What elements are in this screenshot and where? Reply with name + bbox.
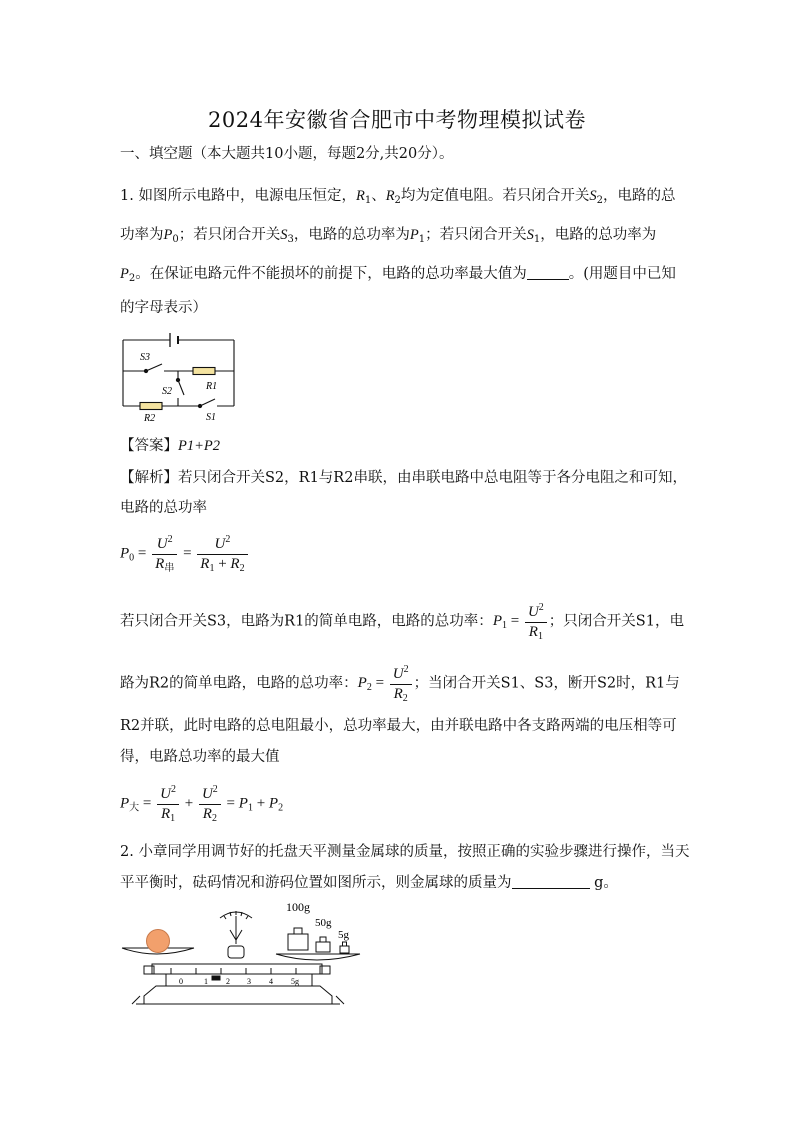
scale-label-2: 2: [226, 977, 230, 986]
analysis-line-4: 路为R2的简单电路，电路的总功率：$P_2$ = $\frac{U^2}{R_2}$ ；当闭合开关S1、S3，断开S2时，R1与: [120, 660, 680, 708]
r1-symbol: R: [355, 188, 365, 204]
q1-line-3: $P_2$。在保证电路元件不能损坏的前提下，电路的总功率最大值为 。(用题目中已知: [120, 266, 676, 284]
q2-answer-blank: [512, 874, 590, 889]
q2-line-2: 平平衡时，砝码情况和游码位置如图所示，则金属球的质量为 g。: [120, 875, 618, 891]
circuit-label-s2: S2: [162, 386, 172, 397]
q1-line-4: 的字母表示）: [120, 300, 207, 316]
circuit-label-r2: R2: [144, 413, 156, 424]
analysis-line-6: 得，电路总功率的最大值: [120, 749, 280, 765]
scale-label-4: 4: [269, 977, 273, 986]
section-heading: 一、填空题（本大题共10小题，每题2分,共20分）。: [120, 146, 454, 162]
q1-line-2: 功率为$P_0$；若只闭合开关$S_3$，电路的总功率为$P_1$；若只闭合开关$S_1$，电路的总功率为: [120, 227, 657, 245]
scale-label-0: 0: [179, 977, 183, 986]
answer-blank: [527, 265, 569, 280]
balance-figure: [116, 896, 372, 1018]
scale-label-1: 1: [204, 977, 208, 986]
formula-p0: $P_0$ = $\frac{U^2}{R_串}$ = $\frac{U^2}{R_1 + R_2}$: [120, 530, 250, 578]
r2-symbol: R: [385, 188, 395, 204]
circuit-label-s1: S1: [206, 412, 216, 423]
weight-label-50g: 50g: [315, 917, 332, 929]
scale-label-5g: 5g: [291, 977, 299, 986]
weight-label-5g: 5g: [338, 929, 349, 941]
answer-line: 【答案】P1+P2: [120, 438, 220, 454]
analysis-line-2: 电路的总功率: [120, 500, 207, 516]
circuit-label-s3: S3: [140, 352, 150, 363]
analysis-line-3: 若只闭合开关S3，电路为R1的简单电路，电路的总功率：$P_1$ = $\frac{U^2}{R_1}$ ；只闭合开关S1，电: [120, 598, 684, 646]
page-title: 2024年安徽省合肥市中考物理模拟试卷: [208, 108, 586, 132]
circuit-label-r1: R1: [206, 381, 218, 392]
answer-value: P1+P2: [178, 438, 220, 454]
analysis-line-1: 【解析】若只闭合开关S2，R1与R2串联，由串联电路中总电阻等于各分电阻之和可知，: [120, 470, 687, 486]
scale-label-3: 3: [247, 977, 251, 986]
q2-line-1: 2. 小章同学用调节好的托盘天平测量金属球的质量，按照正确的实验步骤进行操作，当天: [120, 844, 690, 860]
circuit-diagram: [118, 326, 240, 424]
analysis-line-5: R2并联，此时电路的总电阻最小，总功率最大，由并联电路中各支路两端的电压相等可: [120, 718, 677, 734]
formula-pmax: $P_大$ = $\frac{U^2}{R_1}$ + $\frac{U^2}{R_2}$ = $P_1 + P_2$: [120, 780, 283, 828]
weight-label-100g: 100g: [286, 900, 310, 914]
q1-line-1: 1. 如图所示电路中，电源电压恒定，$R_1$、$R_2$均为定值电阻。若只闭合开关$S_2$，电路的总: [120, 188, 676, 206]
